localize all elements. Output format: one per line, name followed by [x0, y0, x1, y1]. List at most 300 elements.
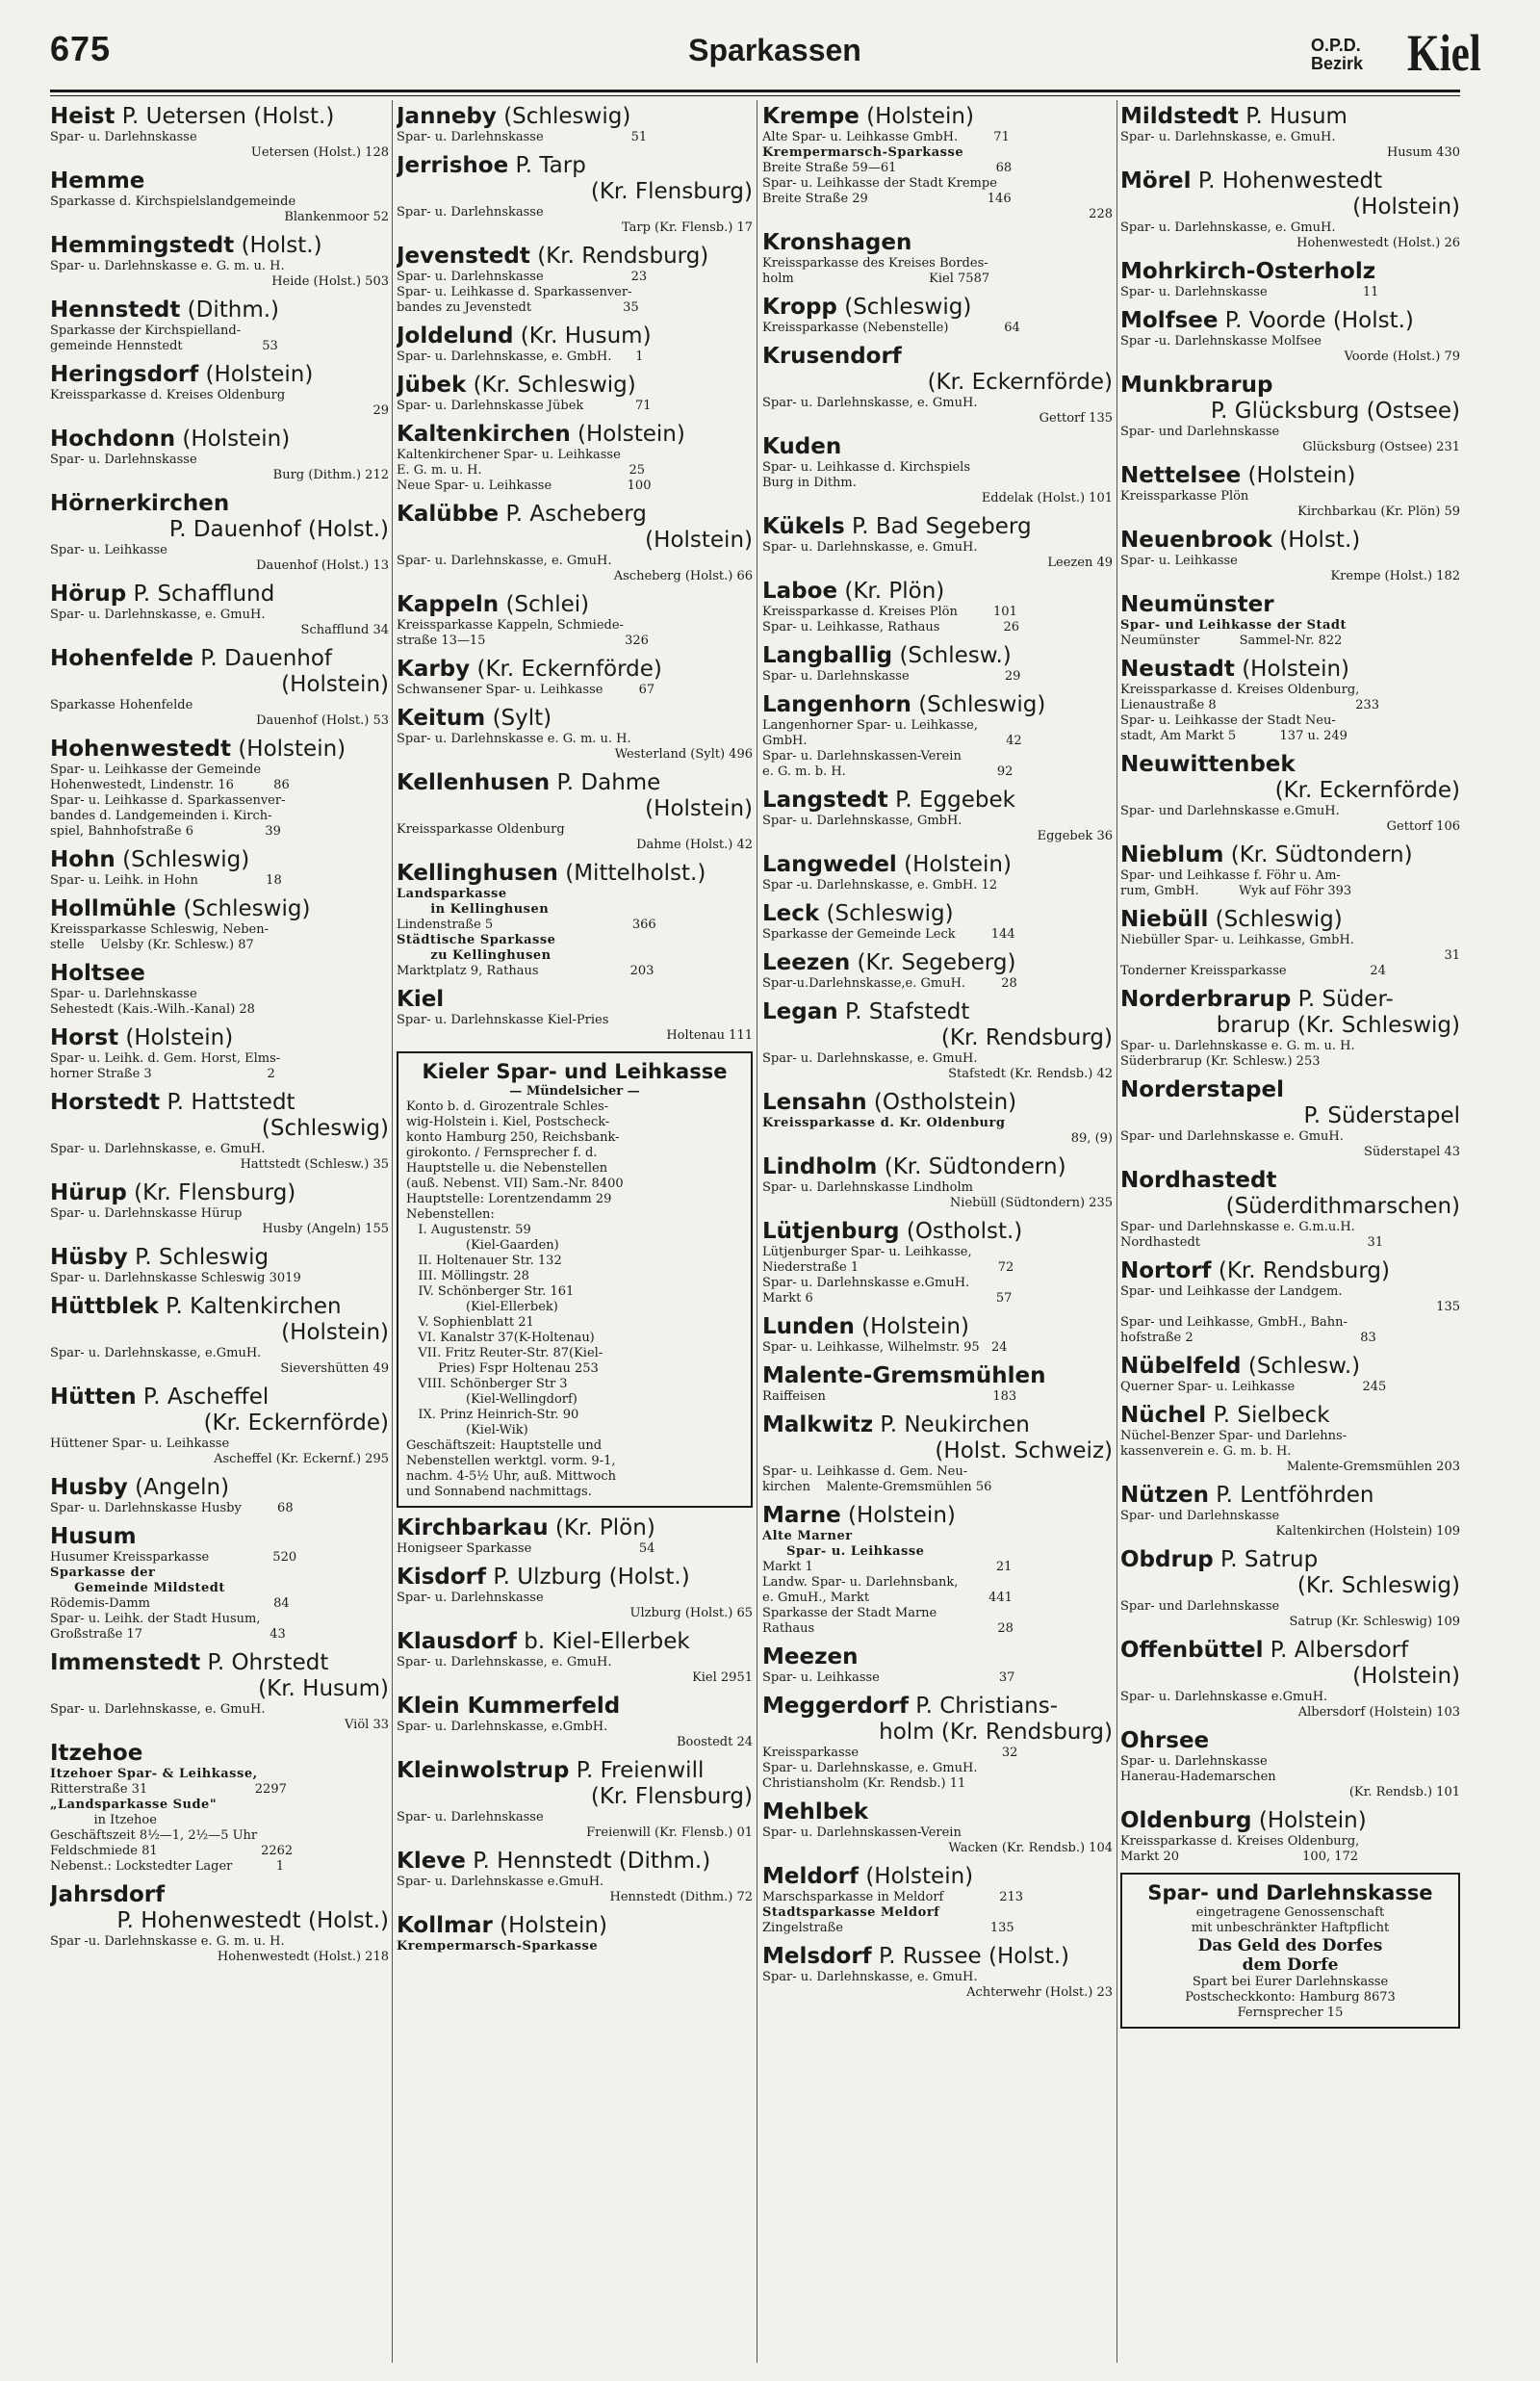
place-entry — [397, 1913, 753, 1954]
bank-line: Spar- u. Darlehnskasse 51 — [397, 130, 648, 144]
bank-line: Süderstapel 43 — [1363, 1145, 1460, 1159]
place-name: Holtsee — [50, 961, 145, 986]
place-postal-note: (Holst.) — [1279, 528, 1361, 553]
place-heading-continued: P. Glücksburg (Ostsee) — [1210, 399, 1460, 424]
place-entry — [397, 1515, 753, 1557]
place-name: Hennstedt — [50, 298, 181, 323]
district-name: Kiel — [1407, 24, 1481, 82]
place-name: Klein Kummerfeld — [397, 1694, 621, 1719]
place-entry — [1120, 987, 1460, 1070]
place-heading — [50, 1294, 389, 1320]
place-postal-note: (Ostholstein) — [873, 1090, 1017, 1115]
bank-line: Spar- und Darlehnskasse — [1120, 1599, 1280, 1614]
bank-line: Uetersen (Holst.) 128 — [250, 145, 389, 160]
place-postal-note: (Kr. Südtondern) — [884, 1154, 1066, 1179]
place-heading — [762, 1363, 1113, 1389]
advert-line: Spart bei Eurer Darlehnskasse — [1192, 1975, 1389, 1989]
place-entry — [762, 230, 1113, 287]
bank-line: Spar- u. Darlehnskasse, e. GmuH. — [762, 1761, 978, 1775]
bank-line: Spar- u. Darlehnskassen-Verein — [762, 749, 962, 763]
advert-title: Spar- und Darlehnskasse — [1147, 1881, 1433, 1904]
bank-line: Spar- u. Darlehnskasse Lindholm — [762, 1180, 973, 1195]
bank-line: Spar -u. Darlehnskasse Molfsee — [1120, 334, 1322, 349]
place-entry — [762, 104, 1113, 222]
bank-line: Spar- und Darlehnskasse — [1120, 425, 1280, 439]
place-entry — [397, 373, 753, 414]
place-name: Oldenburg — [1120, 1808, 1252, 1833]
bank-line: Schwansener Spar- u. Leihkasse 67 — [397, 683, 655, 697]
place-postal-note: P. Lentföhrden — [1216, 1483, 1374, 1508]
bank-line: Husumer Kreissparkasse 520 — [50, 1550, 297, 1565]
advert-line: konto Hamburg 250, Reichsbank- — [406, 1130, 620, 1145]
bank-line: Ascheffel (Kr. Eckernf.) 295 — [214, 1452, 389, 1466]
place-name: Jerrishoe — [397, 153, 509, 178]
advert-line: VII. Fritz Reuter-Str. 87(Kiel- — [406, 1346, 603, 1360]
page-title: Sparkassen — [688, 33, 861, 67]
bank-line: Lienaustraße 8 233 — [1120, 698, 1380, 712]
place-name: Neuwittenbek — [1120, 752, 1296, 777]
advert-line: (Kiel-Wellingdorf) — [406, 1392, 578, 1407]
place-name: Niebüll — [1120, 907, 1209, 932]
place-entry — [1120, 1077, 1460, 1160]
bank-line: Gemeinde Mildstedt — [50, 1581, 225, 1595]
place-name: Heringsdorf — [50, 362, 199, 387]
place-name: Lensahn — [762, 1090, 867, 1115]
place-heading — [397, 153, 753, 179]
place-postal-note: (Schleswig) — [503, 104, 631, 129]
place-entry — [1120, 1547, 1460, 1630]
bank-line: Schafflund 34 — [300, 623, 389, 637]
place-name: Lindholm — [762, 1154, 878, 1179]
bank-line: Feldschmiede 81 2262 — [50, 1844, 294, 1858]
place-heading — [1120, 463, 1460, 489]
place-name: Mörel — [1120, 168, 1192, 194]
place-heading — [1120, 752, 1460, 778]
bank-line: Krempermarsch-Sparkasse — [762, 145, 964, 160]
place-heading — [1120, 1728, 1460, 1754]
place-heading — [1120, 1638, 1460, 1664]
place-entry — [397, 1758, 753, 1841]
place-entry — [762, 788, 1113, 844]
bank-line: Kirchbarkau (Kr. Plön) 59 — [1297, 505, 1460, 519]
place-postal-note: P. Bad Segeberg — [851, 514, 1032, 539]
bank-line: Hohenwestedt, Lindenstr. 16 86 — [50, 778, 290, 792]
place-heading — [50, 646, 389, 672]
bank-line: Eddelak (Holst.) 101 — [981, 491, 1113, 505]
bank-line: 135 — [1436, 1300, 1460, 1314]
place-heading-continued: (Holstein) — [1352, 1664, 1460, 1689]
place-heading — [762, 788, 1113, 814]
bank-line: Alte Marner — [762, 1529, 853, 1543]
place-entry — [397, 1694, 753, 1750]
place-entry — [762, 950, 1113, 992]
place-heading — [50, 491, 389, 517]
place-postal-note: P. Schleswig — [135, 1245, 270, 1270]
bank-line: Spar- u. Darlehnskasse — [397, 1591, 544, 1605]
place-name: Hörnerkirchen — [50, 491, 230, 516]
bank-line: Spar- und Leihkasse f. Föhr u. Am- — [1120, 868, 1341, 883]
place-name: Jevenstedt — [397, 244, 530, 269]
place-entry — [50, 1025, 389, 1082]
place-entry — [50, 168, 389, 225]
place-entry — [397, 706, 753, 763]
place-name: Krempe — [762, 104, 860, 129]
bank-line: Spar- u. Darlehnskasse Husby 68 — [50, 1501, 294, 1515]
place-entry — [397, 657, 753, 698]
place-name: Hüsby — [50, 1245, 128, 1270]
advert-line: Geschäftszeit: Hauptstelle und — [406, 1438, 603, 1453]
place-postal-note: P. Hennstedt (Dithm.) — [473, 1849, 711, 1874]
bank-line: Husby (Angeln) 155 — [262, 1222, 389, 1236]
bezirk-label: Bezirk — [1311, 54, 1364, 73]
place-heading — [397, 1565, 753, 1591]
bank-line: Sparkasse der Kirchspielland- — [50, 324, 242, 338]
column-divider — [1116, 100, 1117, 2363]
place-heading-continued: P. Hohenwestedt (Holst.) — [116, 1908, 389, 1933]
place-name: Hörup — [50, 582, 127, 607]
place-postal-note: P. Stafstedt — [844, 999, 970, 1024]
bank-line: Nordhastedt 31 — [1120, 1235, 1384, 1250]
place-heading-continued: P. Dauenhof (Holst.) — [168, 517, 389, 542]
advert-line: (Kiel-Ellerbek) — [406, 1300, 558, 1314]
place-postal-note: P. Voorde (Holst.) — [1224, 308, 1414, 333]
bank-line: Hanerau-Hademarschen — [1120, 1770, 1276, 1784]
column-3 — [762, 104, 1113, 2367]
bank-line: Spar- u. Darlehnskasse, e. GmuH. — [762, 1051, 978, 1066]
bank-line: Breite Straße 59—61 68 — [762, 161, 1013, 175]
place-heading — [762, 1090, 1113, 1116]
bank-line: Boostedt 24 — [676, 1735, 753, 1749]
bank-line: Städtische Sparkasse — [397, 933, 556, 947]
place-entry — [1120, 592, 1460, 649]
place-entry — [1120, 842, 1460, 899]
advert-line: dem Dorfe — [1242, 1955, 1339, 1975]
bank-line: Sparkasse Hohenfelde — [50, 698, 193, 712]
place-heading — [397, 324, 753, 349]
place-heading — [50, 1475, 389, 1501]
place-heading — [762, 344, 1113, 370]
place-entry — [1120, 907, 1460, 979]
column-2 — [397, 104, 753, 2367]
place-entry — [50, 646, 389, 729]
place-heading — [1120, 168, 1460, 194]
place-postal-note: (Holstein) — [182, 427, 291, 452]
place-name: Molfsee — [1120, 308, 1219, 333]
place-entry — [762, 1090, 1113, 1147]
place-name: Ohrsee — [1120, 1728, 1210, 1753]
place-name: Kisdorf — [397, 1565, 487, 1590]
place-entry — [1120, 1483, 1460, 1540]
place-postal-note: (Sylt) — [492, 706, 552, 731]
place-heading — [762, 230, 1113, 256]
bank-line: Viöl 33 — [345, 1718, 389, 1732]
place-entry — [1120, 657, 1460, 744]
place-name: Laboe — [762, 579, 838, 604]
place-postal-note: (Holstein) — [578, 422, 685, 447]
place-name: Kükels — [762, 514, 845, 539]
bank-line: Kiel 2951 — [692, 1670, 753, 1685]
place-postal-note: (Kr. Rendsburg) — [537, 244, 709, 269]
bank-line: Hohenwestedt (Holst.) 218 — [217, 1950, 389, 1964]
bank-line: Spar -u. Darlehnskasse e. G. m. u. H. — [50, 1934, 285, 1949]
place-entry — [762, 434, 1113, 506]
place-postal-note: (Holstein) — [125, 1025, 234, 1050]
bank-line: Leezen 49 — [1047, 556, 1113, 570]
place-name: Meldorf — [762, 1864, 859, 1889]
place-heading — [50, 582, 389, 608]
place-entry — [397, 1849, 753, 1905]
bank-line: e. G. m. b. H. 92 — [762, 764, 1014, 779]
place-entry — [762, 1412, 1113, 1495]
place-entry — [1120, 1638, 1460, 1721]
place-postal-note: P. Schafflund — [133, 582, 275, 607]
place-postal-note: P. Kaltenkirchen — [166, 1294, 342, 1319]
place-postal-note: P. Husum — [1245, 104, 1348, 129]
place-heading — [762, 692, 1113, 718]
bank-line: Satrup (Kr. Schleswig) 109 — [1289, 1615, 1460, 1629]
place-postal-note: (Holstein) — [1242, 657, 1350, 682]
place-heading — [762, 1412, 1113, 1438]
place-postal-note: (Schleswig) — [918, 692, 1046, 717]
bank-line: Sparkasse der Stadt Marne — [762, 1606, 937, 1620]
advert-line: Hauptstelle u. die Nebenstellen — [406, 1161, 608, 1176]
place-name: Nieblum — [1120, 842, 1224, 867]
place-entry — [397, 1565, 753, 1621]
place-entry — [50, 1245, 389, 1286]
place-name: Hohn — [50, 847, 116, 872]
place-postal-note: P. Ascheberg — [505, 502, 647, 527]
place-postal-note: (Schleswig) — [844, 295, 972, 320]
place-entry — [1120, 1403, 1460, 1475]
bank-line: E. G. m. u. H. 25 — [397, 463, 646, 478]
bank-line: Ulzburg (Holst.) 65 — [629, 1606, 753, 1620]
bank-line: Spar- u. Leihkasse der Stadt Neu- — [1120, 713, 1336, 728]
place-postal-note: (Kr. Schleswig) — [473, 373, 636, 398]
advert-line: Konto b. d. Girozentrale Schles- — [406, 1100, 609, 1114]
place-name: Hohenfelde — [50, 646, 193, 671]
bank-line: Lindenstraße 5 366 — [397, 918, 656, 932]
place-name: Hollmühle — [50, 896, 177, 921]
place-heading — [50, 1245, 389, 1271]
advert-line: VI. Kanalstr 37(K-Holtenau) — [406, 1331, 595, 1345]
bank-line: Kaltenkirchener Spar- u. Leihkasse — [397, 448, 621, 462]
place-entry — [50, 1524, 389, 1643]
bank-line: kassenverein e. G. m. b. H. — [1120, 1444, 1292, 1459]
place-postal-note: (Schlei) — [505, 592, 590, 617]
place-entry — [762, 852, 1113, 893]
place-entry — [762, 514, 1113, 571]
place-heading — [762, 643, 1113, 669]
place-heading — [50, 233, 389, 259]
bank-line: Spar- u. Leihkasse — [50, 543, 167, 557]
place-heading — [1120, 528, 1460, 554]
advert-line: Das Geld des Dorfes — [1197, 1936, 1383, 1955]
place-postal-note: P. Süder- — [1297, 987, 1394, 1012]
advert-box — [397, 1051, 753, 1508]
place-name: Hürup — [50, 1180, 127, 1205]
bank-line: Spar- u. Darlehnskasse, e. GmuH. — [397, 1655, 612, 1669]
place-entry — [397, 324, 753, 365]
place-heading — [762, 579, 1113, 605]
advert-line: (Kiel-Wik) — [406, 1423, 528, 1437]
place-name: Horst — [50, 1025, 119, 1050]
bank-line: Burg (Dithm.) 212 — [272, 468, 389, 482]
place-postal-note: P. Russee (Holst.) — [879, 1944, 1070, 1969]
bank-line: Landsparkasse — [397, 887, 507, 901]
bank-line: Kreissparkasse Schleswig, Neben- — [50, 922, 270, 937]
bank-line: Kreissparkasse 32 — [762, 1746, 1018, 1760]
place-postal-note: (Holstein) — [1247, 463, 1356, 488]
place-name: Langenhorn — [762, 692, 911, 717]
place-name: Husby — [50, 1475, 128, 1500]
place-entry — [762, 579, 1113, 635]
bank-line: Spar- u. Darlehnskasse — [50, 987, 197, 1001]
bank-line: 31 — [1444, 948, 1460, 963]
bank-line: Spar- u. Darlehnskasse — [1120, 1754, 1268, 1769]
place-entry — [762, 1644, 1113, 1686]
place-postal-note: P. Ohrstedt — [207, 1650, 329, 1675]
bank-line: bandes d. Landgemeinden i. Kirch- — [50, 809, 272, 823]
place-heading-continued: (Kr. Eckernförde) — [1274, 778, 1460, 803]
bank-line: Spar- u. Darlehnskasse e.GmuH. — [397, 1875, 604, 1889]
place-heading — [50, 896, 389, 922]
place-heading — [762, 1154, 1113, 1180]
place-entry — [397, 770, 753, 853]
advert-line: Hauptstelle: Lorentzendamm 29 — [406, 1192, 612, 1206]
bank-line: stelle Uelsby (Kr. Schlesw.) 87 — [50, 938, 254, 952]
place-name: Heist — [50, 104, 116, 129]
advert-box — [1120, 1873, 1460, 2029]
place-heading — [762, 1944, 1113, 1970]
place-heading — [762, 1219, 1113, 1245]
place-heading — [397, 104, 753, 130]
place-name: Kalübbe — [397, 502, 500, 527]
place-postal-note: P. Hattstedt — [167, 1090, 295, 1115]
bank-line: Spar- u. Darlehnskasse, e. GmuH. — [1120, 220, 1336, 235]
place-name: Itzehoe — [50, 1741, 143, 1766]
bank-line: Markt 20 100, 172 — [1120, 1850, 1359, 1864]
place-heading — [1120, 1547, 1460, 1573]
bank-line: Spar- u. Leihkasse, Rathaus 26 — [762, 620, 1020, 634]
bank-line: Spar- u. Darlehnskasse, e. GmuH. — [50, 608, 266, 622]
place-heading — [1120, 308, 1460, 334]
place-heading — [397, 1758, 753, 1784]
place-entry — [1120, 1168, 1460, 1251]
place-heading — [762, 1314, 1113, 1340]
bank-line: Niebüll (Südtondern) 235 — [949, 1196, 1113, 1210]
place-heading — [762, 1799, 1113, 1825]
place-postal-note: P. Dahme — [556, 770, 661, 795]
place-heading-continued: (Kr. Schleswig) — [1296, 1573, 1460, 1598]
place-name: Marne — [762, 1503, 841, 1528]
place-name: Immenstedt — [50, 1650, 201, 1675]
place-name: Kronshagen — [762, 230, 912, 255]
place-postal-note: P. Sielbeck — [1213, 1403, 1330, 1428]
bank-line: Raiffeisen 183 — [762, 1389, 1017, 1404]
place-name: Mohrkirch-Osterholz — [1120, 259, 1376, 284]
place-postal-note: P. Tarp — [515, 153, 586, 178]
place-name: Karby — [397, 657, 471, 682]
advert-line: girokonto. / Fernsprecher f. d. — [406, 1146, 598, 1160]
bank-line: Spar- und Darlehnskasse e. G.m.u.H. — [1120, 1220, 1355, 1234]
place-name: Lütjenburg — [762, 1219, 900, 1244]
column-4 — [1120, 104, 1460, 2367]
place-name: Nüchel — [1120, 1403, 1207, 1428]
place-postal-note: P. Uetersen (Holst.) — [121, 104, 335, 129]
place-entry — [762, 344, 1113, 427]
place-heading — [397, 1629, 753, 1655]
place-name: Jübek — [397, 373, 467, 398]
place-name: Kirchbarkau — [397, 1515, 549, 1540]
advert-line: Nebenstellen: — [406, 1207, 495, 1222]
advert-line: eingetragene Genossenschaft — [1195, 1905, 1385, 1920]
header-rule-thin — [50, 95, 1460, 96]
bank-line: Kreissparkasse d. Kr. Oldenburg — [762, 1116, 1006, 1130]
place-postal-note: (Ostholst.) — [906, 1219, 1023, 1244]
place-name: Offenbüttel — [1120, 1638, 1264, 1663]
place-entry — [1120, 1354, 1460, 1395]
place-postal-note: (Holstein) — [238, 737, 346, 762]
place-entry — [50, 427, 389, 483]
bank-line: Spar- u. Leihkasse d. Sparkassenver- — [397, 285, 632, 299]
place-name: Melsdorf — [762, 1944, 872, 1969]
place-name: Kleinwolstrup — [397, 1758, 570, 1783]
bank-line: Marschsparkasse in Meldorf 213 — [762, 1890, 1024, 1904]
bank-line: Blankenmoor 52 — [284, 210, 389, 224]
bank-line: Spar- und Darlehnskasse — [1120, 1509, 1280, 1523]
bank-line: Tonderner Kreissparkasse 24 — [1120, 964, 1386, 978]
place-name: Jahrsdorf — [50, 1882, 166, 1907]
bank-line: bandes zu Jevenstedt 35 — [397, 300, 639, 315]
place-heading-continued: (Süderdithmarschen) — [1225, 1194, 1460, 1219]
advert-line: VIII. Schönberger Str 3 — [406, 1377, 568, 1391]
place-entry — [762, 1864, 1113, 1936]
place-name: Kropp — [762, 295, 837, 320]
place-postal-note: (Kr. Plön) — [844, 579, 945, 604]
place-heading — [1120, 1258, 1460, 1284]
place-name: Langstedt — [762, 788, 888, 813]
place-heading — [762, 852, 1113, 878]
advert-line: Nebenstellen werktgl. vorm. 9-1, — [406, 1454, 616, 1468]
bank-line: Spar- u. Darlehnskasse, e. GmuH. — [1120, 130, 1336, 144]
bank-line: Spar- u. Darlehnskasse, e.GmuH. — [50, 1346, 262, 1360]
place-heading — [762, 434, 1113, 460]
bank-line: Achterwehr (Holst.) 23 — [966, 1985, 1113, 2000]
place-entry — [50, 1180, 389, 1237]
place-heading — [762, 1694, 1113, 1720]
bank-line: spiel, Bahnhofstraße 6 39 — [50, 824, 281, 839]
bank-line: Spar- u. Darlehnskasse e.GmuH. — [762, 1276, 970, 1290]
place-postal-note: P. Albersdorf — [1270, 1638, 1409, 1663]
place-entry — [762, 1944, 1113, 2001]
place-heading — [762, 295, 1113, 321]
place-heading — [397, 987, 753, 1013]
place-heading — [50, 1090, 389, 1116]
advert-line: V. Sophienblatt 21 — [406, 1315, 534, 1330]
bank-line: Marktplatz 9, Rathaus 203 — [397, 964, 654, 978]
place-heading — [50, 1385, 389, 1410]
place-name: Kappeln — [397, 592, 500, 617]
bank-line: in Kellinghusen — [397, 902, 550, 917]
place-postal-note: (Kr. Rendsburg) — [1218, 1258, 1390, 1283]
place-heading — [762, 950, 1113, 976]
place-postal-note: (Kr. Eckernförde) — [476, 657, 662, 682]
place-entry — [762, 999, 1113, 1082]
bank-line: Spar- u. Leihkasse — [1120, 554, 1238, 568]
advert-line: II. Holtenauer Str. 132 — [406, 1254, 562, 1268]
bank-line: Alte Spar- u. Leihkasse GmbH. 71 — [762, 130, 1010, 144]
place-entry — [762, 1363, 1113, 1405]
